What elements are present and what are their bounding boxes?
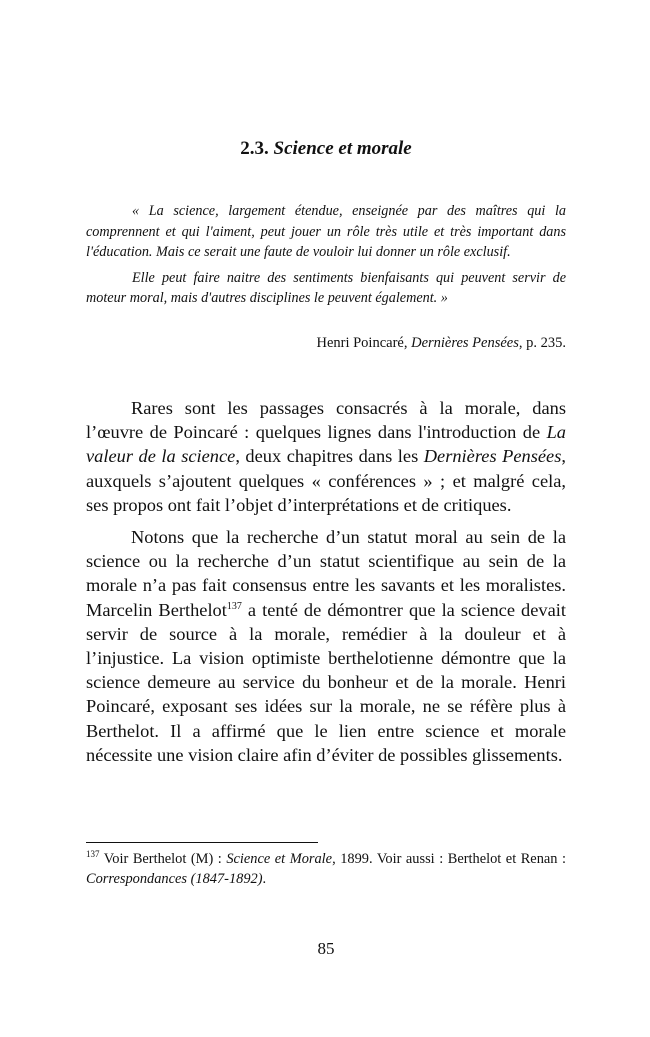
book-title-italic: La valeur de la science [86,422,566,467]
text-run: , 1899. Voir aussi : Berthelot et Renan : [332,851,566,867]
body-paragraph-2 [86,525,566,767]
attribution-author: Henri Poincaré, [316,335,412,351]
epigraph-paragraph-2: Elle peut faire naitre des sentiments bienfaisants qui peuvent servir de moteur moral, mais d'autres disciplines le peuvent également. » [86,269,566,306]
text-run: Voir Berthelot (M) : [99,851,227,867]
epigraph-quote [86,201,566,309]
footnote-137 [86,849,566,889]
text-run: Notons que la recherche d’un statut moral au sein de la science ou la recherche d’un statut scientifique au sein de la morale n’a pas fait consensus entre les savants et les moralistes. Marcelin Berthelot [86,527,566,620]
footnote-divider [86,842,318,843]
book-title-italic: Dernières Pensées [423,446,562,467]
text-run: , deux chapitres dans les [235,446,424,467]
section-title [86,137,566,161]
section-number: 2.3. [240,138,269,159]
book-title-italic: Science et Morale [226,851,333,867]
epigraph-attribution [316,333,566,353]
text-run: a tenté de démontrer que la science devait servir de source à la morale, remédier à la douleur et à l’injustice. La vision optimiste berthelotienne démontre que la science demeure au service du bonheur et de la morale. Henri Poincaré, exposant ses idées sur la morale, ne se réfère plus à Berthelot. Il a affirmé que le lien entre science et morale nécessite une vision claire afin d’éviter de possibles glissements. [86,599,566,765]
text-run: Rares sont les passages consacrés à la morale, dans l’œuvre de Poincaré : quelques lignes dans l'introduction de [86,398,566,443]
footnote-number: 137 [86,849,100,859]
body-paragraph-1 [86,396,566,517]
text-run: . [262,871,267,887]
footnote-reference[interactable]: 137 [226,600,242,612]
page-number: 85 [317,939,335,958]
book-title-italic: Correspondances (1847-1892) [86,871,263,887]
epigraph-paragraph-1: « La science, largement étendue, enseignée par des maîtres qui la comprennent et qui l'aiment, peut jouer un rôle très utile et très important dans l'éducation. Mais ce serait une faute de vouloir lui donner un rôle exclusif. [86,203,566,260]
attribution-work: Dernières Pensées [411,335,519,351]
text-run: , auxquels s’ajoutent quelques « conférences » ; et malgré cela, ses propos ont fait l’objet d’interprétations et de critiques. [86,446,566,515]
body-text [86,396,566,767]
section-title-text: Science et morale [273,138,412,159]
attribution-page: , p. 235. [518,335,566,351]
